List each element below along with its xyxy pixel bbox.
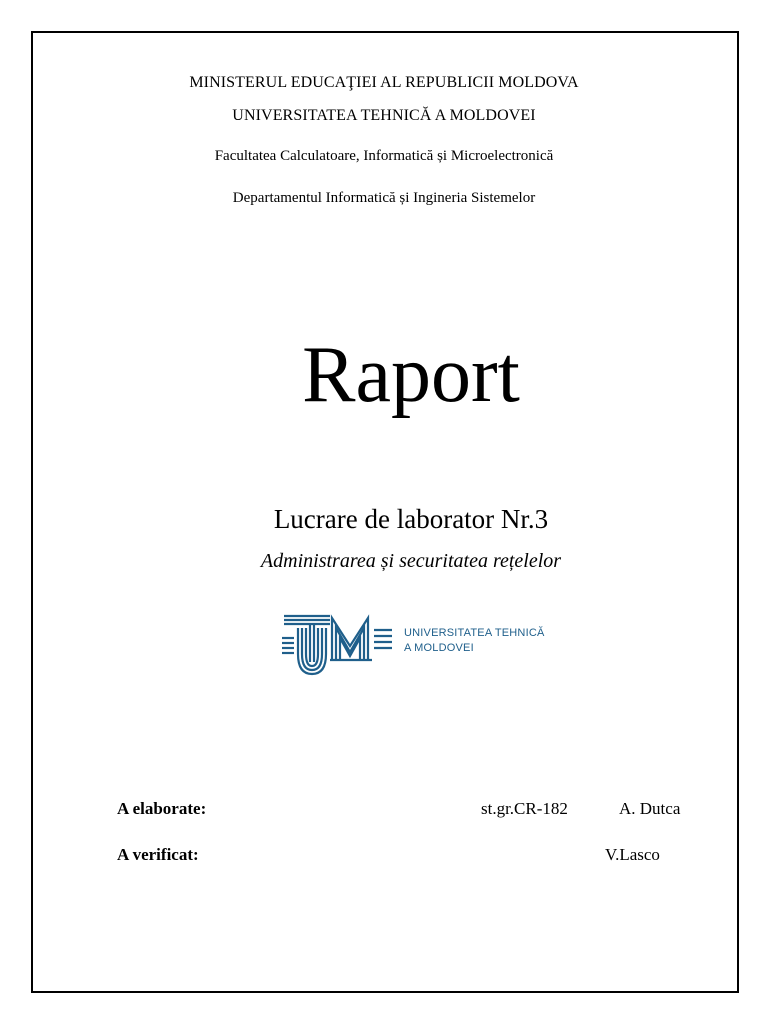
student-group: st.gr.CR-182 bbox=[481, 799, 568, 818]
report-title: Raport bbox=[302, 331, 520, 419]
checker-name: V.Lasco bbox=[605, 845, 660, 864]
lab-subject: Administrarea și securitatea rețelelor bbox=[260, 550, 562, 572]
lab-title: Lucrare de laborator Nr.3 bbox=[273, 504, 549, 534]
department-heading: Departamentul Informatică și Ingineria Sistemelor bbox=[232, 190, 536, 206]
university-heading: UNIVERSITATEA TEHNICĂ A MOLDOVEI bbox=[232, 107, 536, 124]
author-name: A. Dutca bbox=[619, 799, 681, 818]
utm-logo-icon bbox=[280, 610, 402, 680]
logo-text-line1: UNIVERSITATEA TEHNICĂ bbox=[404, 627, 545, 639]
verified-label: A verificat: bbox=[117, 845, 199, 864]
utm-logo bbox=[280, 610, 550, 680]
elaborated-label: A elaborate: bbox=[117, 799, 207, 818]
logo-text-line2: A MOLDOVEI bbox=[404, 642, 474, 654]
ministry-heading: MINISTERUL EDUCAŢIEI AL REPUBLICII MOLDOVA bbox=[189, 74, 579, 91]
faculty-heading: Facultatea Calculatoare, Informatică și Microelectronică bbox=[214, 148, 554, 164]
